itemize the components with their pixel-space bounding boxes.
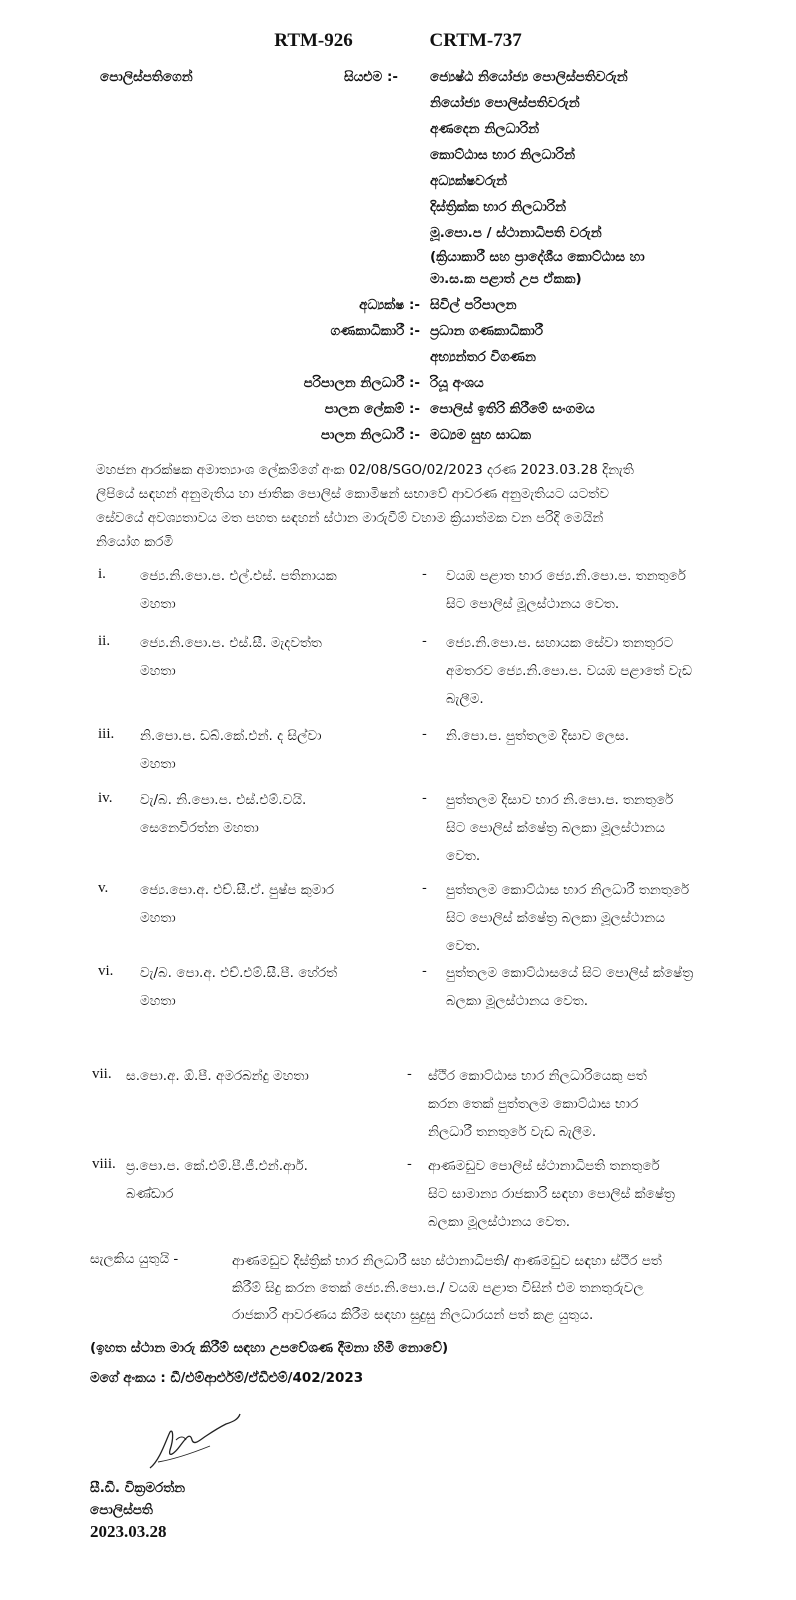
officer-name (140, 876, 385, 932)
desc-line: වෙත. (446, 848, 481, 864)
item-number: iii. (98, 726, 115, 742)
name-line: ජ්‍යෙ.පො.අ. එච්.සී.ඒ. පුෂ්ප කුමාර (140, 882, 335, 898)
officer-name (140, 786, 385, 842)
signatory-title: පොලිස්පති (90, 1502, 153, 1518)
dash: - (422, 566, 427, 582)
officer-name (140, 562, 385, 618)
desc-line: නි.පො.ප. පුත්තලම දිසාව ලෙස. (446, 728, 630, 744)
intro-line: මහජන ආරක්ෂක අමාත්‍යාංශ ලේකම්ගේ අංක 02/08/SGO/02/2023 දරණ 2023.03.28 දිනැති (96, 462, 634, 478)
officer-name (140, 629, 385, 685)
dash: - (422, 633, 427, 649)
desc-line: පුත්තලම දිසාව භාර නි.පො.ප. තනතුරේ (446, 792, 674, 808)
note-label: සැලකිය යුතුයි - (90, 1251, 179, 1267)
officer-value: අභ්‍යන්තර විගණන (430, 349, 536, 365)
item-number: ii. (98, 633, 111, 649)
desc-line: බැලීම. (446, 691, 484, 707)
officer-value: ප්‍රධාන ගණකාධිකාරී (430, 323, 544, 339)
item-number: viii. (92, 1156, 116, 1172)
transfer-description (446, 959, 756, 1015)
dash: - (422, 963, 427, 979)
desc-line: ආණමඩුව පොලිස් ස්ථානාධිපති තනතුරේ (428, 1158, 660, 1174)
officer-name (126, 1152, 386, 1208)
crtm-number: CRTM-737 (429, 30, 522, 51)
desc-line: සිට පොලිස් ක්ෂේත්‍ර බලකා මූලස්ථානය (446, 820, 665, 836)
reference-number: මගේ අංකය : ඩී/එම්ආර්එම්/ඒඩීඑම්/402/2023 (90, 1370, 364, 1386)
officer-label: අධ්‍යක්ෂ :- (359, 297, 420, 313)
desc-line: වයඹ පළාත භාර ජ්‍යෙ.නි.පො.ප. තනතුරේ (446, 568, 686, 584)
dash: - (407, 1156, 412, 1172)
desc-line: වෙත. (446, 938, 481, 954)
transfer-description (446, 876, 756, 960)
name-line: මහතා (140, 756, 176, 772)
officer-label: ගණකාධිකාරී :- (330, 323, 420, 339)
desc-line: බලකා මූලස්ථානය වෙත. (428, 1214, 571, 1230)
item-number: iv. (98, 790, 113, 806)
recipient-line: දිස්ත්‍රික්ක භාර නිලධාරින් (430, 199, 567, 215)
dash: - (407, 1066, 412, 1082)
recipient-line: ජ්‍යෙෂ්ඨ නියෝජ්‍ය පොලිස්පතිවරුන් (430, 69, 628, 85)
note-line: ආණමඩුව දිස්ත්‍රික් භාර නිලධාරී සහ ස්ථානාධිපති/ ආණමඩුව සඳහා ස්ථිර පත් (232, 1253, 662, 1269)
to-label: සියළුම :- (344, 69, 398, 85)
desc-line: කරන තෙක් පුත්තලම කොට්ඨාස භාර (428, 1096, 639, 1112)
item-number: vii. (92, 1066, 112, 1082)
recipient-line: කොට්ඨාස භාර නිලධාරින් (430, 147, 576, 163)
transfer-description (446, 722, 756, 750)
note-line: කිරීම් සිදු කරන තෙක් ජ්‍යෙ.නි.පො.ප./ වයඹ පළාත විසින් එම තනතුරුවල (232, 1280, 644, 1296)
transfer-description (446, 786, 756, 870)
recipient-line: මූ.පො.ප / ස්ථානාධිපති වරුන් (430, 225, 602, 241)
officer-label: පාලන ලේකම් :- (324, 401, 420, 417)
name-line: මහතා (140, 993, 176, 1009)
dash: - (422, 790, 427, 806)
transfer-description (428, 1062, 748, 1146)
name-line: සෙනෙවිරත්න මහතා (140, 820, 259, 836)
desc-line: සිට සාමාන්‍ය රාජකාරි සඳහා පොලිස් ක්ෂේත්‍ර (428, 1186, 675, 1202)
rtm-number: RTM-926 (274, 30, 353, 51)
document-header (0, 30, 796, 52)
note-line: රාජකාරි ආවරණය කිරීම සඳහා සුදුසු නිලධාරයන් පත් කළ යුතුය. (232, 1307, 594, 1323)
recipient-line: මා.ස.ක පළාත් උප ඒකක) (430, 271, 582, 287)
name-line: මහතා (140, 910, 176, 926)
recipient-line: (ක්‍රියාකාරී සහ ප්‍රාදේශීය කොට්ඨාස හා (430, 249, 645, 265)
signatory-name: සී.ඩී. වික්‍රමරත්න (90, 1480, 186, 1496)
desc-line: නිලධාරී තනතුරේ වැඩ බැලීම. (428, 1124, 597, 1140)
intro-line: සේවයේ අවශ්‍යතාවය මත පහත සඳහන් ස්ථාන මාරුවීම් වහාම ක්‍රියාත්මක වන පරිදි මෙයින් (96, 510, 604, 526)
desc-line: සිට පොලිස් ක්ෂේත්‍ර බලකා මූලස්ථානය (446, 910, 665, 926)
desc-line: පුත්තලම කොට්ඨාසයේ සිට පොලිස් ක්ෂේත්‍ර (446, 965, 694, 981)
intro-paragraph (96, 458, 746, 554)
desc-line: බලකා මූලස්ථානය වෙත. (446, 993, 589, 1009)
officer-value: පොලිස් ඉතිරි කිරීමේ සංගමය (430, 401, 595, 417)
name-line: ස.පො.අ. ඕ.පී. අමරබන්දු මහතා (126, 1068, 309, 1084)
recipient-line: අණදෙන නිලධාරින් (430, 121, 540, 137)
transfer-description (446, 562, 756, 618)
officer-name (140, 722, 385, 778)
transfer-description (446, 629, 756, 713)
note-text (232, 1248, 762, 1329)
dash: - (422, 726, 427, 742)
name-line: වැ/බ. නි.පො.ප. එස්.එම්.වයි. (140, 792, 307, 808)
name-line: වැ/බ. පො.අ. එච්.එම්.සී.පී. හේරත් (140, 965, 338, 981)
intro-line: නියෝග කරමි (96, 534, 174, 550)
document-date: 2023.03.28 (90, 1522, 167, 1541)
intro-line: ලිපියේ සඳහන් අනුමැතිය හා ජාතික පොලිස් කොමිෂන් සභාවේ ආවරණ අනුමැතියට යටත්ව (96, 486, 609, 502)
desc-line: පුත්තලම කොට්ඨාස භාර නිලධාරී තනතුරේ (446, 882, 690, 898)
from-label: පොලිස්පතිගෙන් (100, 69, 193, 85)
name-line: ප්‍ර.පො.ප. කේ.එම්.පී.ජී.එන්.ආර්. (126, 1158, 308, 1174)
officer-value: රියූ අංශය (430, 375, 484, 391)
desc-line: සිට පොලිස් මූලස්ථානය වෙත. (446, 596, 620, 612)
officer-value: සිවිල් පරිපාලන (430, 297, 517, 313)
officer-name (126, 1062, 386, 1090)
name-line: මහතා (140, 596, 176, 612)
officer-value: මධ්‍යම සුභ සාධක (430, 427, 531, 443)
item-number: i. (98, 566, 106, 582)
desc-line: ජ්‍යෙ.නි.පො.ප. සහායක සේවා තනතුරට (446, 635, 674, 651)
name-line: නි.පො.ප. ඩබ්.කේ.එන්. ද සිල්වා (140, 728, 322, 744)
officer-label: පාලන නිලධාරී :- (320, 427, 420, 443)
name-line: ජ්‍යෙ.නි.පො.ප. එල්.එස්. පතිනායක (140, 568, 337, 584)
officer-label: පරිපාලන නිලධාරී :- (303, 375, 420, 391)
name-line: බණ්ඩාර (126, 1186, 174, 1202)
name-line: ජ්‍යෙ.නි.පො.ප. එස්.සී. මැදවත්ත (140, 635, 322, 651)
transfer-description (428, 1152, 748, 1236)
item-number: v. (98, 880, 109, 896)
desc-line: අමතරව ජ්‍යෙ.නි.පො.ප. වයඹ පළාතේ වැඩ (446, 663, 693, 679)
recipient-line: නියෝජ්‍ය පොලිස්පතිවරුන් (430, 95, 580, 111)
item-number: vi. (98, 963, 114, 979)
recipient-line: අධ්‍යක්ෂවරුන් (430, 173, 508, 189)
desc-line: ස්ථිර කොට්ඨාස භාර නිලධාරියෙකු පත් (428, 1068, 647, 1084)
officer-name (140, 959, 385, 1015)
dash: - (422, 880, 427, 896)
name-line: මහතා (140, 663, 176, 679)
signature-graphic (140, 1410, 260, 1480)
allowance-note: (ඉහත ස්ථාන මාරු කිරීම් සඳහා උපවේශණ දීමනා හිමි නොවේ) (90, 1340, 449, 1356)
